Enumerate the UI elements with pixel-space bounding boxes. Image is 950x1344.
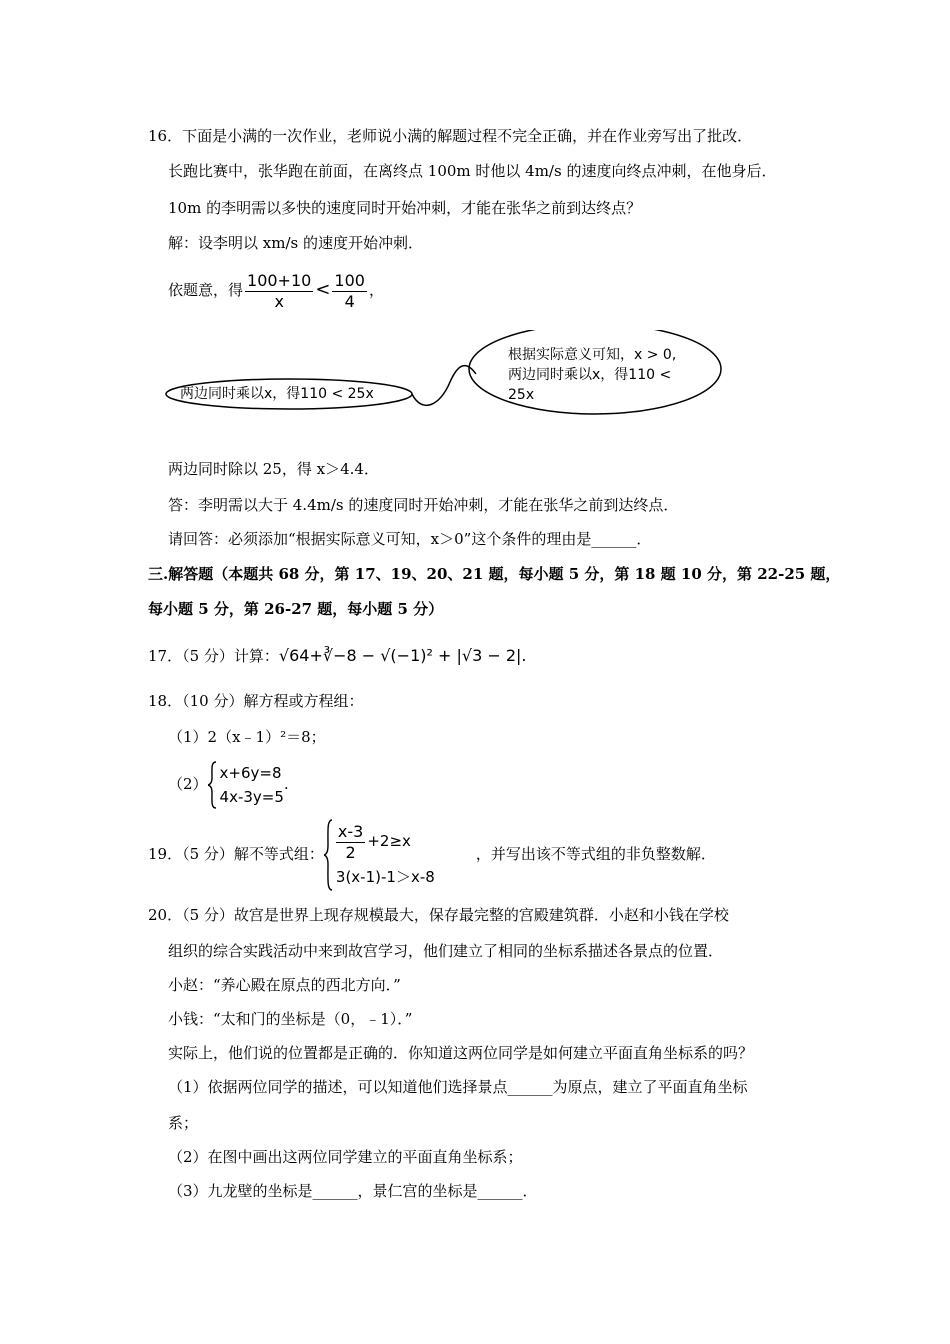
- q20-line-7: 系；: [168, 1114, 199, 1132]
- q16-inequality-line: [168, 268, 384, 312]
- right-bubble-text-line-1: 根据实际意义可知，x > 0,: [508, 347, 677, 363]
- q20-line-6: （1）依据两位同学的描述，可以知道他们选择景点______为原点，建立了平面直角坐标: [168, 1078, 748, 1096]
- inequality-2: 3(x-1)-1＞x-8: [335, 868, 435, 886]
- q20-line-9: （3）九龙壁的坐标是______，景仁宫的坐标是______．: [168, 1182, 538, 1200]
- q20-line-3: 小赵：“养心殿在原点的西北方向．”: [168, 976, 401, 994]
- q20-line-2: 组织的综合实践活动中来到故宫学习，他们建立了相同的坐标系描述各景点的位置．: [168, 942, 724, 960]
- right-bubble-text-line-3: 25x: [508, 387, 535, 403]
- q17-line: [148, 645, 526, 667]
- inequality-system: [324, 819, 476, 891]
- fraction-left: [245, 271, 313, 312]
- q18-part-2-suffix: .: [283, 775, 289, 793]
- right-bubble-text-line-2: 两边同时乘以x，得110 <: [508, 367, 672, 383]
- q20-line-4: 小钱：“太和门的坐标是（0，﹣1）．”: [168, 1010, 413, 1028]
- fraction-right-numerator: 100: [334, 270, 365, 290]
- q16-line-5-suffix: ，: [368, 281, 384, 299]
- q16-line-1: 16．下面是小满的一次作业，老师说小满的解题过程不完全正确，并在作业旁写出了批改．: [148, 127, 753, 145]
- q17-prefix: 17．（5 分）计算：: [148, 647, 279, 665]
- section-3-heading-line-2: 每小题 5 分，第 26-27 题，每小题 5 分）: [148, 600, 444, 618]
- q20-line-8: （2）在图中画出这两位同学建立的平面直角坐标系；: [168, 1148, 523, 1166]
- inequality-1-numerator: x-3: [337, 821, 364, 841]
- q16-line-8: 请回答：必须添加“根据实际意义可知，x＞0”这个条件的理由是______．: [168, 530, 652, 548]
- bubble-connector-line: [412, 366, 476, 406]
- q18-part-2: [168, 760, 289, 809]
- inequality-1: [336, 819, 476, 863]
- equation-1: x+6y=8: [219, 764, 282, 782]
- q16-line-7: 答：李明需以大于 4.4m/s 的速度同时开始冲刺，才能在张华之前到达终点．: [168, 496, 679, 514]
- equation-system: [208, 761, 284, 809]
- q16-line-2: 长跑比赛中，张华跑在前面，在离终点 100m 时他以 4m/s 的速度向终点冲刺，在他身后．: [168, 162, 777, 180]
- q20-line-1: 20．（5 分）故宫是世界上现存规模最大，保存最完整的宫殿建筑群．小赵和小钱在学校: [148, 906, 729, 924]
- q16-line-3: 10m 的李明需以多快的速度同时开始冲刺，才能在张华之前到达终点？: [168, 199, 642, 217]
- q16-line-5-prefix: 依题意，得: [168, 281, 244, 299]
- q19-line: [148, 818, 716, 891]
- q19-suffix: ，并写出该不等式组的非负整数解．: [475, 845, 716, 863]
- q16-line-6: 两边同时除以 25，得 x＞4.4．: [168, 460, 379, 478]
- q18-part-2-prefix: （2）: [168, 775, 208, 793]
- fraction-right-denominator: 4: [344, 291, 355, 311]
- q18-part-1: （1）2（x﹣1）²＝8；: [168, 728, 326, 746]
- inequality-1-rest: +2≥x: [367, 832, 411, 850]
- q17-expression: √64+∛−8 − √(−1)² + |√3 − 2|.: [278, 646, 527, 665]
- left-brace: [208, 761, 218, 809]
- equation-2: 4x-3y=5: [219, 788, 284, 806]
- left-bubble-text: 两边同时乘以x，得110 < 25x: [180, 386, 374, 402]
- q16-line-4: 解：设李明以 xm/s 的速度开始冲刺．: [168, 234, 423, 252]
- inequality-1-fraction: [336, 822, 365, 863]
- left-brace: [324, 819, 334, 891]
- section-3-heading-line-1: 三.解答题（本题共 68 分，第 17、19、20、21 题，每小题 5 分，第 18 题 10 分，第 22-25 题，: [148, 565, 841, 583]
- fraction-left-denominator: x: [274, 291, 284, 311]
- less-than-sign: <: [315, 279, 331, 300]
- q19-prefix: 19．（5 分）解不等式组：: [148, 845, 324, 863]
- inequality-1-denominator: 2: [345, 842, 356, 862]
- q20-line-5: 实际上，他们说的位置都是正确的．你知道这两位同学是如何建立平面直角坐标系的吗？: [168, 1044, 754, 1062]
- fraction-left-numerator: 100+10: [247, 270, 312, 290]
- fraction-right: [332, 271, 367, 312]
- q18-title: 18．（10 分）解方程或方程组：: [148, 692, 364, 710]
